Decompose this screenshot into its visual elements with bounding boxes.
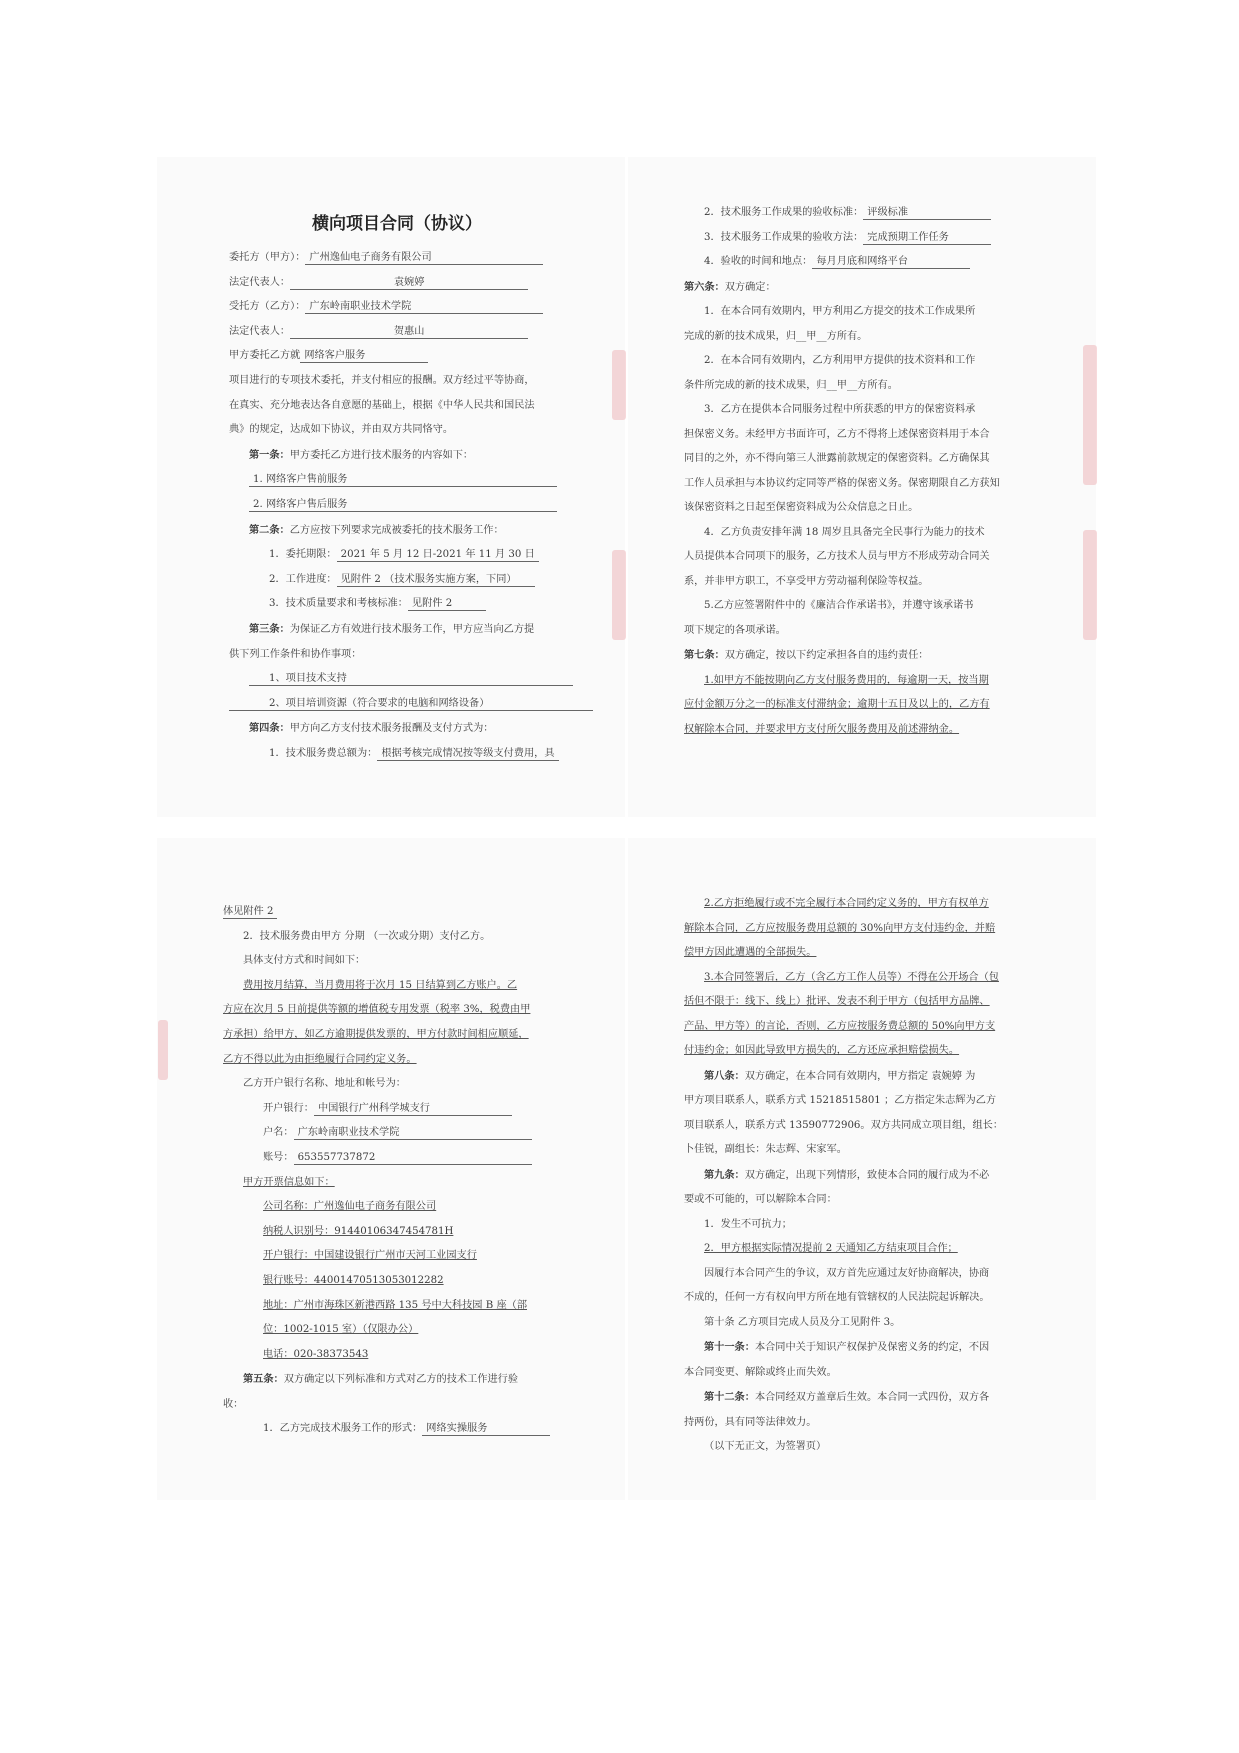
article-1-item: 2. 网络客户售后服务 [229, 493, 565, 518]
seal-mark [612, 350, 626, 420]
article-3-cont: 供下列工作条件和协作事项： [229, 648, 362, 660]
intro-line: 典》的规定，达成如下协议，并由双方共同恪守。 [229, 424, 454, 436]
payment-method-label: 具体支付方式和时间如下： [243, 955, 366, 967]
text-line: 2．在本合同有效期内，乙方利用甲方提供的技术资料和工作 [704, 355, 976, 366]
article-3-item: 2、项目培训资源（符合要求的电脑和网络设备） [229, 692, 565, 717]
contract-page-2 [628, 157, 1096, 817]
continuation-line: 体见附件 2 [223, 900, 565, 925]
contract-page-1 [157, 157, 625, 817]
article-2-item: 1．委托期限： 2021 年 5 月 12 日-2021 年 11 月 30 日 [229, 543, 565, 568]
article-9-item: 1．发生不可抗力； [704, 1218, 792, 1230]
text-line: 同目的之外，亦不得向第三人泄露前款规定的保密资料。乙方确保其 [684, 453, 990, 464]
accept-time-row: 4．验收的时间和地点： 每月月底和网络平台 [684, 250, 1042, 275]
contractor-row: 受托方（乙方）： 广东岭南职业技术学院 [229, 295, 565, 320]
text-line: 偿甲方因此遭遇的全部损失。 [684, 947, 817, 958]
text-line: 应付金额万分之一的标准支付滞纳金；逾期十五日及以上的，乙方有 [684, 699, 990, 710]
text-line: 3．乙方在提供本合同服务过程中所获悉的甲方的保密资料承 [704, 404, 976, 415]
seal-mark [158, 1020, 168, 1080]
text-line: 持两份，具有同等法律效力。 [684, 1416, 817, 1428]
text-line: 该保密资料之日起至保密资料成为公众信息之日止。 [684, 502, 919, 513]
article-7: 第七条：双方确定，按以下约定承担各自的违约责任： [684, 649, 929, 661]
invoice-line: 开户银行：中国建设银行广州市天河工业园支行 [263, 1250, 477, 1262]
text-line: 因履行本合同产生的争议，双方首先应通过友好协商解决，协商 [704, 1267, 990, 1279]
intro-project: 网络客户服务 [300, 349, 428, 363]
text-line: 本合同变更、解除或终止而失效。 [684, 1366, 837, 1378]
text-line: 方应在次月 5 日前提供等额的增值税专用发票（税率 3%，税费由甲 [223, 1004, 531, 1016]
text-line: 项下规定的各项承诺。 [684, 624, 786, 636]
seal-mark [1083, 530, 1097, 640]
article-5-cont: 收： [223, 1398, 244, 1410]
bank-name-row: 开户银行： 中国银行广州科学城支行 [223, 1097, 565, 1122]
text-line: 工作人员承担与本协议约定同等严格的保密义务。保密期限自乙方获知 [684, 477, 1000, 489]
article-10: 第十条 乙方项目完成人员及分工见附件 3。 [704, 1316, 901, 1328]
invoice-line: 公司名称：广州逸仙电子商务有限公司 [263, 1201, 437, 1213]
contractor-name: 广东岭南职业技术学院 [305, 300, 543, 314]
article-1-item: 1. 网络客户售前服务 [229, 468, 565, 493]
account-name-row: 户名： 广东岭南职业技术学院 [223, 1121, 565, 1146]
account-no-row: 账号： 653557737872 [223, 1146, 565, 1171]
article-12: 第十二条：本合同经双方盖章后生效。本合同一式四份，双方各 [704, 1391, 990, 1403]
text-line: 人员提供本合同项下的服务，乙方技术人员与甲方不形成劳动合同关 [684, 551, 990, 562]
text-line: 担保密义务。未经甲方书面许可，乙方不得将上述保密资料用于本合 [684, 428, 990, 440]
article-4-item: 1．技术服务费总额为： 根据考核完成情况按等级支付费用，具 [229, 742, 565, 767]
invoice-line: 纳税人识别号：91440106347454781H [263, 1225, 454, 1237]
article-9-item: 2．甲方根据实际情况提前 2 天通知乙方结束项目合作； [704, 1243, 958, 1254]
text-line: 费用按月结算，当月费用将于次月 15 日结算到乙方账户。乙 [243, 979, 518, 991]
article-6: 第六条：双方确定： [684, 280, 776, 293]
text-line: 项目联系人，联系方式 13590772906。双方共同成立项目组，组长： [684, 1119, 1004, 1131]
invoice-line: 地址：广州市海珠区新港西路 135 号中大科技园 B 座（部 [263, 1299, 528, 1311]
legal-rep-1: 袁婉婷 [290, 276, 528, 290]
text-line: 不成的，任何一方有权向甲方所在地有管辖权的人民法院起诉解决。 [684, 1292, 990, 1303]
text-line: 条件所完成的新的技术成果，归__甲__方所有。 [684, 379, 898, 391]
legal-rep-2: 贺惠山 [290, 325, 528, 339]
text-line: 系，并非甲方职工，不享受甲方劳动福利保险等权益。 [684, 575, 929, 587]
article-2: 第二条：乙方应按下列要求完成被委托的技术服务工作： [249, 523, 504, 536]
payment-item-2: 2．技术服务费由甲方 分期 （一次或分期）支付乙方。 [243, 930, 491, 942]
text-line: 4．乙方负责安排年满 18 周岁且具备完全民事行为能力的技术 [704, 526, 985, 538]
article-4: 第四条：甲方向乙方支付技术服务报酬及支付方式为： [249, 722, 494, 735]
contract-page-3 [157, 838, 625, 1500]
article-3-item: 1、项目技术支持 [229, 667, 565, 692]
text-line: 产品、甲方等）的言论，否则，乙方应按服务费总额的 50%向甲方支 [684, 1020, 996, 1032]
text-line: 解除本合同，乙方应按服务费用总额的 30%向甲方支付违约金，并赔 [684, 922, 996, 934]
text-line: 权解除本合同，并要求甲方支付所欠服务费用及前述滞纳金。 [684, 723, 960, 735]
intro-row: 甲方委托乙方就 网络客户服务 [229, 344, 565, 369]
text-line: 卜佳锐，副组长：朱志辉、宋家军。 [684, 1144, 847, 1155]
article-5-item: 1．乙方完成技术服务工作的形式： 网络实操服务 [223, 1417, 565, 1442]
text-line: 5.乙方应签署附件中的《廉洁合作承诺书》，并遵守该承诺书 [704, 600, 974, 611]
text-line: 方承担）给甲方，如乙方逾期提供发票的，甲方付款时间相应顺延， [223, 1028, 529, 1040]
bank-label: 乙方开户银行名称、地址和帐号为： [243, 1078, 406, 1090]
legal-rep-row-2: 法定代表人： 贺惠山 [229, 320, 565, 345]
document-title: 横向项目合同（协议） [312, 214, 482, 234]
accept-standard-row: 2．技术服务工作成果的验收标准： 评级标准 [684, 201, 1042, 226]
article-9: 第九条：双方确定，出现下列情形，致使本合同的履行成为不必 [704, 1168, 990, 1181]
article-2-item: 2．工作进度： 见附件 2 （技术服务实施方案，下同） [229, 568, 565, 593]
client-row: 委托方（甲方）： 广州逸仙电子商务有限公司 [229, 246, 565, 271]
article-3: 第三条：为保证乙方有效进行技术服务工作，甲方应当向乙方提 [249, 622, 535, 635]
text-line: 要或不可能的，可以解除本合同： [684, 1194, 837, 1205]
text-line: 甲方项目联系人，联系方式 15218515801 ；乙方指定朱志辉为乙方 [684, 1095, 997, 1106]
seal-mark [612, 550, 626, 640]
invoice-head: 甲方开票信息如下： [243, 1176, 335, 1188]
intro-line: 项目进行的专项技术委托，并支付相应的报酬。双方经过平等协商， [229, 374, 535, 386]
article-8: 第八条：双方确定，在本合同有效期内，甲方指定 袁婉婷 为 [704, 1069, 976, 1082]
accept-method-row: 3．技术服务工作成果的验收方法： 完成预期工作任务 [684, 226, 1042, 251]
text-line: 2.乙方拒绝履行或不完全履行本合同约定义务的，甲方有权单方 [704, 898, 989, 909]
text-line: 3.本合同签署后，乙方（含乙方工作人员等）不得在公开场合（包 [704, 971, 999, 983]
seal-mark [1083, 345, 1097, 485]
text-line: 括但不限于：线下、线上）批评、发表不利于甲方（包括甲方品牌、 [684, 996, 990, 1007]
text-line: 完成的新的技术成果，归__甲__方所有。 [684, 330, 868, 342]
invoice-line: 银行账号：44001470513053012282 [263, 1274, 444, 1286]
article-11: 第十一条：本合同中关于知识产权保护及保密义务的约定，不因 [704, 1341, 990, 1353]
text-line: 1．在本合同有效期内，甲方利用乙方提交的技术工作成果所 [704, 306, 976, 317]
legal-rep-row-1: 法定代表人： 袁婉婷 [229, 271, 565, 296]
end-note: （以下无正文，为签署页） [704, 1441, 827, 1452]
client-name: 广州逸仙电子商务有限公司 [305, 251, 543, 265]
article-5: 第五条：双方确定以下列标准和方式对乙方的技术工作进行验 [243, 1373, 519, 1386]
article-2-item: 3．技术质量要求和考核标准： 见附件 2 [229, 592, 565, 617]
invoice-line: 电话：020-38373543 [263, 1348, 369, 1360]
text-line: 1.如甲方不能按期向乙方支付服务费用的，每逾期一天，按当期 [704, 674, 989, 686]
article-1: 第一条：甲方委托乙方进行技术服务的内容如下： [249, 448, 474, 461]
contract-page-4 [628, 838, 1096, 1500]
text-line: 乙方不得以此为由拒绝履行合同约定义务。 [223, 1053, 417, 1065]
intro-line: 在真实、充分地表达各自意愿的基础上，根据《中华人民共和国民法 [229, 399, 535, 411]
text-line: 付违约金；如因此导致甲方损失的，乙方还应承担赔偿损失。 [684, 1045, 960, 1056]
invoice-line: 位：1002-1015 室）（仅限办公） [263, 1324, 419, 1336]
